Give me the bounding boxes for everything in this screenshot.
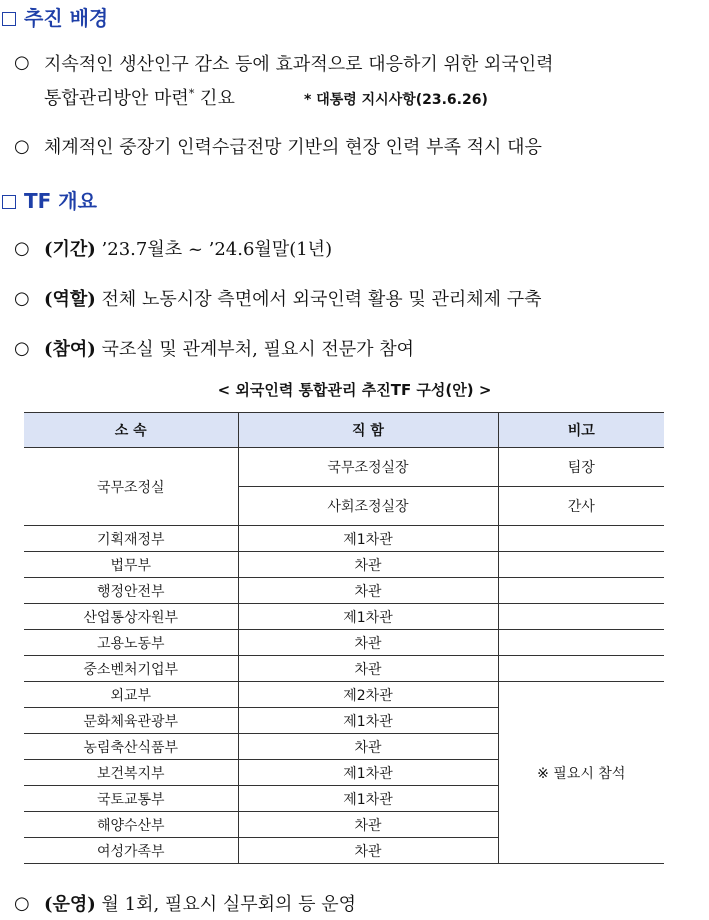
overview-period	[44, 235, 332, 261]
org-cell: 문화체육관광부	[24, 708, 238, 734]
section-title-text: 추진 배경	[24, 6, 109, 30]
title-cell: 차관	[238, 838, 498, 864]
org-cell: 해양수산부	[24, 812, 238, 838]
background-item-1-line-1: 지속적인 생산인구 감소 등에 효과적으로 대응하기 위한 외국인력	[44, 54, 554, 75]
footnote-mark: *	[188, 87, 195, 100]
title-cell: 차관	[238, 578, 498, 604]
background-item-1-text: 통합관리방안 마련	[44, 88, 189, 109]
table-caption: < 외국인력 통합관리 추진TF 구성(안) >	[217, 381, 492, 399]
background-item-2: 체계적인 중장기 인력수급전망 기반의 현장 인력 부족 적시 대응	[44, 137, 542, 158]
section-title-background	[2, 2, 108, 31]
table-row	[24, 682, 664, 708]
circle-bullet-icon: ○	[14, 893, 30, 914]
table-row	[24, 552, 664, 578]
role-text: 전체 노동시장 측면에서 외국인력 활용 및 관리체제 구축	[95, 289, 542, 310]
org-cell: 고용노동부	[24, 630, 238, 656]
title-cell: 차관	[238, 630, 498, 656]
note-cell	[498, 526, 664, 552]
note-cell	[498, 552, 664, 578]
period-text: ’23.7월초 ~ ’24.6월말(1년)	[95, 239, 333, 260]
table-row	[24, 578, 664, 604]
square-bullet-icon	[2, 195, 16, 209]
org-cell: 외교부	[24, 682, 238, 708]
title-cell: 제1차관	[238, 526, 498, 552]
overview-operation	[44, 890, 356, 916]
note-cell	[498, 578, 664, 604]
table-row	[24, 630, 664, 656]
title-cell: 차관	[238, 656, 498, 682]
org-cell: 중소벤처기업부	[24, 656, 238, 682]
title-cell: 차관	[238, 812, 498, 838]
org-cell: 농림축산식품부	[24, 734, 238, 760]
note-cell	[498, 604, 664, 630]
title-cell: 차관	[238, 734, 498, 760]
circle-bullet-icon: ○	[14, 338, 30, 359]
overview-role	[44, 285, 542, 311]
merged-note-cell: ※ 필요시 참석	[498, 682, 664, 864]
section-title-text: TF 개요	[24, 189, 97, 213]
circle-bullet-icon: ○	[14, 52, 30, 73]
title-cell: 국무조정실장	[238, 448, 498, 487]
background-item-1-line-2	[44, 84, 235, 110]
org-cell: 국토교통부	[24, 786, 238, 812]
table-row	[24, 526, 664, 552]
title-cell: 제2차관	[238, 682, 498, 708]
period-label: (기간)	[44, 239, 96, 260]
title-cell: 제1차관	[238, 708, 498, 734]
title-cell: 제1차관	[238, 604, 498, 630]
title-cell: 사회조정실장	[238, 487, 498, 526]
title-cell: 제1차관	[238, 786, 498, 812]
note-cell: 팀장	[498, 448, 664, 487]
table-row	[24, 448, 664, 487]
org-cell: 국무조정실	[24, 448, 238, 526]
header-org: 소 속	[24, 413, 238, 448]
header-title: 직 함	[238, 413, 498, 448]
tf-composition-table	[24, 412, 664, 864]
org-cell: 보건복지부	[24, 760, 238, 786]
circle-bullet-icon: ○	[14, 288, 30, 309]
org-cell: 법무부	[24, 552, 238, 578]
header-note: 비고	[498, 413, 664, 448]
section-title-overview	[2, 185, 97, 214]
org-cell: 행정안전부	[24, 578, 238, 604]
circle-bullet-icon: ○	[14, 136, 30, 157]
role-label: (역할)	[44, 289, 96, 310]
overview-participation	[44, 335, 414, 361]
title-cell: 차관	[238, 552, 498, 578]
participation-text: 국조실 및 관계부처, 필요시 전문가 참여	[95, 339, 415, 360]
table-header-row	[24, 413, 664, 448]
note-cell	[498, 630, 664, 656]
circle-bullet-icon: ○	[14, 238, 30, 259]
org-cell: 여성가족부	[24, 838, 238, 864]
table-row	[24, 604, 664, 630]
operation-text: 월 1회, 필요시 실무회의 등 운영	[95, 894, 356, 915]
square-bullet-icon	[2, 12, 16, 26]
table-row	[24, 656, 664, 682]
note-cell	[498, 656, 664, 682]
participation-label: (참여)	[44, 339, 96, 360]
org-cell: 산업통상자원부	[24, 604, 238, 630]
note-cell: 간사	[498, 487, 664, 526]
background-footnote: * 대통령 지시사항(23.6.26)	[304, 92, 488, 108]
operation-label: (운영)	[44, 894, 96, 915]
org-cell: 기획재정부	[24, 526, 238, 552]
title-cell: 제1차관	[238, 760, 498, 786]
background-item-1-end: 긴요	[194, 88, 235, 109]
